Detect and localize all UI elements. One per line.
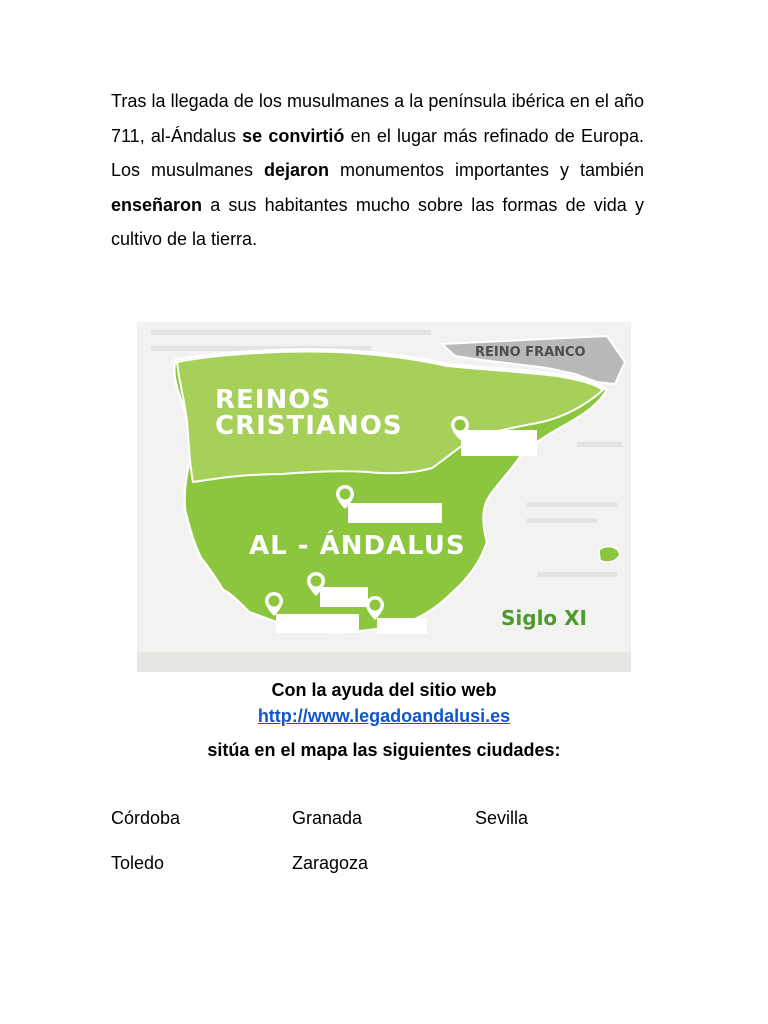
blank-box-zaragoza[interactable] — [461, 430, 537, 456]
intro-text-2: en el lugar más refinado de Europa. Los musulmanes — [111, 125, 644, 180]
reino-franco-label: REINO FRANCO — [475, 345, 586, 360]
intro-bold-dejaron: dejaron — [264, 160, 330, 180]
intro-paragraph — [111, 84, 644, 257]
blank-box-sevilla[interactable] — [276, 614, 359, 633]
city-toledo: Toledo — [111, 853, 165, 873]
reinos-cristianos-label-line2: CRISTIANOS — [215, 411, 403, 441]
intro-bold-ensenaron: enseñaron — [111, 194, 203, 215]
iberian-map-svg — [137, 322, 631, 672]
map-background-strip — [137, 652, 631, 672]
city-zaragoza: Zaragoza — [292, 853, 369, 873]
blank-box-toledo[interactable] — [348, 503, 442, 523]
iberian-map — [137, 322, 631, 672]
reinos-cristianos-label-line1: REINOS — [215, 385, 332, 415]
intro-bold-se-convirtio: se convirtió — [242, 125, 345, 146]
caption-line-1: Con la ayuda del sitio web — [271, 680, 497, 700]
intro-text-4: a sus habitantes mucho sobre las formas de vida y cultivo de la tierra. — [111, 194, 644, 249]
caption-link-line — [0, 706, 768, 727]
city-cordoba: Córdoba — [111, 808, 181, 828]
intro-text-3: monumentos importantes y también — [329, 160, 644, 180]
blank-box-cordoba[interactable] — [320, 587, 368, 607]
intro-text-1: Tras la llegada de los musulmanes a la península ibérica en el año 711, al-Ándalus — [111, 91, 644, 146]
baleares-island — [599, 547, 620, 562]
caption-line-3: sitúa en el mapa las siguientes ciudades: — [207, 740, 561, 760]
siglo-xi-label: Siglo XI — [501, 606, 587, 630]
blank-box-granada[interactable] — [377, 618, 427, 634]
legado-andalusi-link[interactable]: http://www.legadoandalusi.es — [257, 706, 511, 726]
al-andalus-label: AL - ÁNDALUS — [249, 531, 466, 561]
city-granada: Granada — [292, 808, 363, 828]
city-sevilla: Sevilla — [475, 808, 529, 828]
